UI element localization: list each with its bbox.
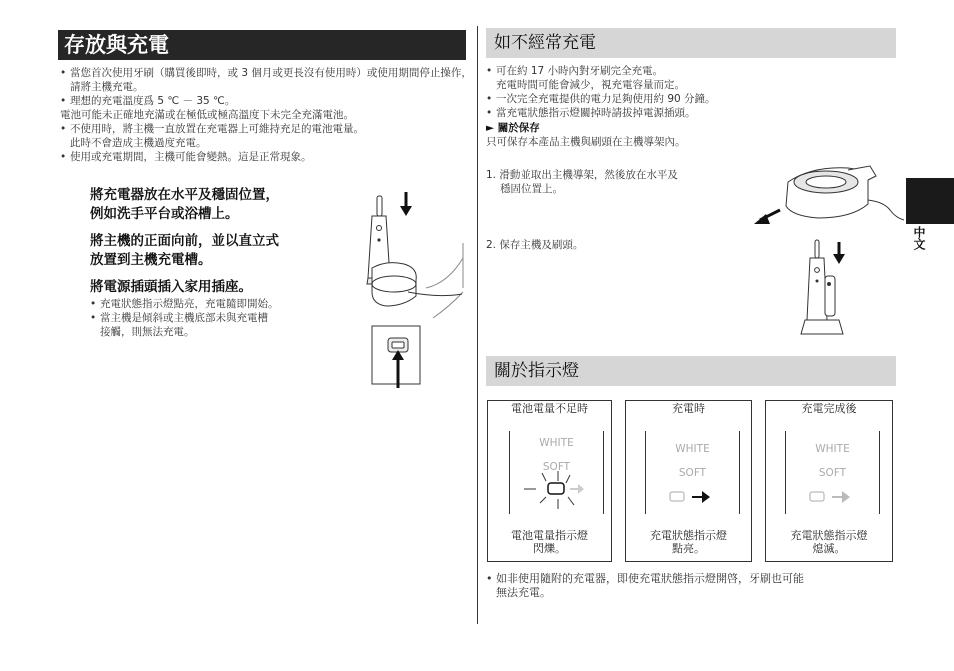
soft-mode-label: SOFT bbox=[678, 467, 707, 479]
bullet-standby: • 不使用時，將主機一直放置在充電器上可維持充足的電池電量。 bbox=[60, 122, 472, 136]
bullet-full-charge-time: • 可在約 17 小時內對牙刷完全充電。 bbox=[486, 64, 891, 78]
battery-blinking-icon bbox=[510, 469, 603, 514]
toothbrush-charger-illustration bbox=[338, 188, 468, 403]
infrequent-charging-notes bbox=[486, 64, 891, 149]
step-2-insert-handle: 將主機的正面向前，並以直立式 放置到主機充電槽。 bbox=[90, 233, 279, 268]
white-mode-label: WHITE bbox=[675, 443, 710, 455]
note-indicator-lights: • 充電狀態指示燈點亮，充電隨即開始。 bbox=[90, 297, 350, 311]
panel-charging bbox=[625, 400, 752, 562]
panel-caption: 電池電量指示燈 閃爍。 bbox=[511, 529, 588, 555]
step-3-notes: • 充電狀態指示燈點亮，充電隨即開始。 • 當主機是傾斜或主機底部未與充電槽 接觸，則無法充電。 bbox=[90, 297, 350, 339]
section-title-indicators: 關於指示燈 bbox=[486, 356, 896, 386]
bullet-temperature: • 理想的充電溫度爲 5 ℃ － 35 ℃。 bbox=[60, 94, 472, 108]
temperature-note: 電池可能未正確地充滿或在極低或極高溫度下未完全充滿電池。 bbox=[60, 109, 354, 121]
panel-title: 充電完成後 bbox=[801, 402, 857, 415]
panel-title: 充電時 bbox=[672, 402, 705, 415]
soft-mode-label: SOFT bbox=[818, 467, 847, 479]
storage-text: 只可保存本產品主機與刷頭在主機導架內。 bbox=[486, 136, 686, 148]
indicator-display bbox=[509, 431, 604, 514]
panel-caption: 充電狀態指示燈 熄滅。 bbox=[790, 529, 868, 555]
white-mode-label: WHITE bbox=[815, 443, 850, 455]
language-tab bbox=[906, 178, 954, 224]
indicator-display bbox=[645, 431, 740, 514]
charging-lit-icon bbox=[646, 487, 739, 507]
charge-time-note: 充電時間可能會減少，視充電容量而定。 bbox=[496, 79, 685, 91]
bullet-usage-time: • 一次完全充電提供的電力足夠使用約 90 分鐘。 bbox=[486, 92, 891, 106]
white-mode-label: WHITE bbox=[539, 437, 574, 449]
note-tilted-handle: • 當主機是傾斜或主機底部未與充電槽 bbox=[90, 311, 350, 325]
language-label: 中文 bbox=[912, 226, 926, 250]
section-title-infrequent-charging: 如不經常充電 bbox=[486, 28, 896, 58]
bullet-heat: • 使用或充電期間，主機可能會變熱。這是正常現象。 bbox=[60, 150, 472, 164]
storage-heading: ► 關於保存 bbox=[486, 122, 540, 134]
handle-guide-illustration bbox=[752, 160, 904, 230]
column-divider bbox=[477, 26, 478, 624]
indicator-display bbox=[785, 431, 880, 514]
storage-step-1: 1. 滑動並取出主機導架，然後放在水平及 穩固位置上。 bbox=[486, 169, 678, 195]
panel-charged bbox=[765, 400, 893, 562]
standby-note: 此時不會造成主機過度充電。 bbox=[70, 137, 207, 149]
step-1-place-charger: 將充電器放在水平及穩固位置， 例如洗手平台或浴槽上。 bbox=[90, 187, 279, 222]
charging-notes bbox=[60, 66, 472, 164]
panel-caption: 充電狀態指示燈 點亮。 bbox=[650, 529, 727, 555]
bullet-unplug: • 當充電狀態指示燈關掉時請拔掉電源插頭。 bbox=[486, 106, 891, 120]
bullet-first-use: • 當您首次使用牙刷（購買後即時，或 3 個月或更長沒有使用時）或使用期間停止操作，請將主機充電。 bbox=[60, 66, 472, 94]
storage-step-2: 2. 保存主機及刷頭。 bbox=[486, 239, 584, 251]
step-3-plug-in: 將電源插頭插入家用插座。 bbox=[90, 279, 252, 295]
footnote: • 如非使用隨附的充電器，即使充電狀態指示燈開啓，牙刷也可能 無法充電。 bbox=[486, 572, 896, 600]
soft-mode-label: SOFT bbox=[542, 461, 571, 473]
charging-off-icon bbox=[786, 487, 879, 507]
section-title-storage-charging: 存放與充電 bbox=[58, 30, 466, 60]
panel-low-battery bbox=[487, 400, 612, 562]
stored-toothbrush-illustration bbox=[795, 238, 865, 342]
panel-title: 電池電量不足時 bbox=[511, 402, 588, 415]
